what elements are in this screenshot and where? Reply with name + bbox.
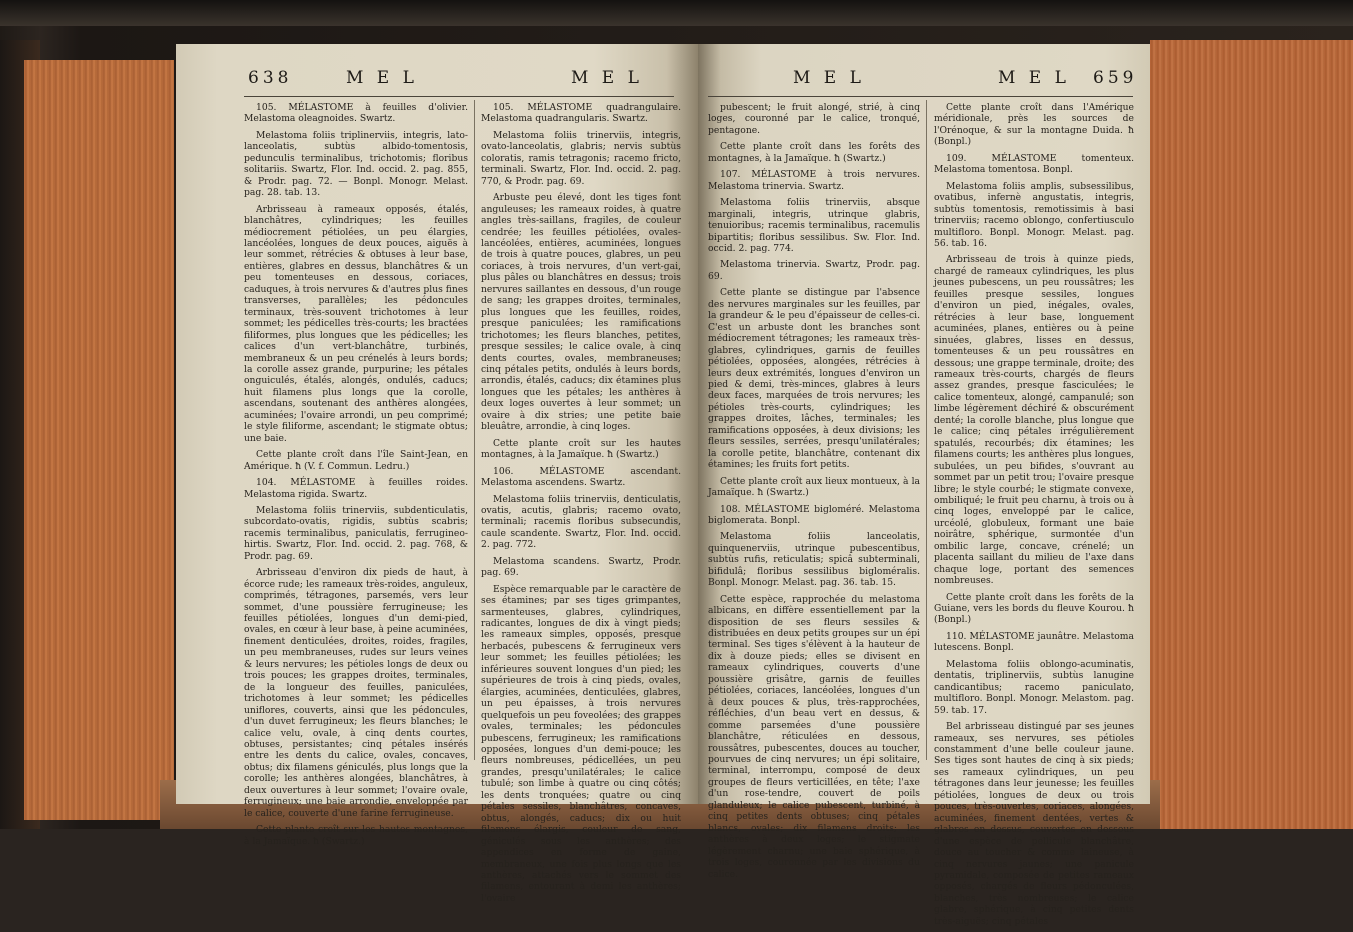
page-number: 659	[1093, 68, 1138, 88]
paragraph: Melastoma foliis triplinerviis, integris, lato-lanceolatis, subtùs albido-tomentosis, pedunculis terminalibus, trichotomis; floribus solitariis. Swartz, Flor. Ind. occid. 2. pag. 855, & Prodr. pag. 72. — Bonpl. Monogr. Melast. pag. 28. tab. 13.	[244, 129, 468, 199]
paragraph: Melastoma foliis lanceolatis, quinquenerviis, utrinque pubescentibus, subtùs rufis, reticulatis; spicâ subterminali, bifidulâ; floribus sessilibus bigloméralis. Bonpl. Monogr. Melast. pag. 36. tab. 15.	[708, 531, 920, 589]
paragraph: 105. MÉLASTOME à feuilles d'olivier. Melastoma oleagnoides. Swartz.	[244, 102, 468, 125]
paragraph: Arbrisseau de trois à quinze pieds, chargé de rameaux cylindriques, les plus jeunes pubescens, un peu roussâtres; les feuilles presque sessiles, longues d'environ un pied, inégales, ovales, rétrécies à leur base, longuement acuminées, planes, entières ou à peine sinuées, glabres, lisses en dessus, tomenteuses & un peu roussâtres en dessous; une grappe terminale, droite; des rameaux très-courts, chargés de fleurs assez grandes, presque fasciculées; le calice tomenteux, alongé, campanulé; son limbe légèrement déchiré & obscurément denté; la corolle blanche, plus longue que le calice; cinq pétales irrégulièrement spatulés, recourbés; dix étamines; les filamens courts; les anthères plus longues, subulées, un peu bifides, s'ouvrant au sommet par un petit trou; l'ovaire presque libre; le style courbé; le stigmate convexe, ombiliqué; le fruit peu charnu, à trois ou à cinq loges, enveloppé par le calice, urcéolé, globuleux, formant une baie noirâtre, sphérique, surmontée d'un ombilic large, concave, crénelé; un placenta saillant du milieu de l'axe dans chaque loge, portant des semences nombreuses.	[934, 254, 1134, 587]
paragraph: Cette plante croît sur les hautes montagnes, à la Jamaïque. ħ (Swartz.)	[481, 437, 681, 461]
paragraph: Arbrisseau à rameaux opposés, étalés, blanchâtres, cylindriques; les feuilles médiocrement pétiolées, un peu élargies, lancéolées, longues de deux pouces, aiguës à leur sommet, rétrécies & obtuses à leur base, entières, glabres en dessus, blanchâtres & un peu tomenteuses en dessous, coriaces, caduques, à trois nervures & d'autres plus fines transverses, parallèles; les pédoncules terminaux, très-souvent trichotomes à leur sommet; les pédicelles très-courts; les bractées filiformes, plus longues que les pédicelles; les calices d'un vert-blanchâtre, turbinés, membraneux & un peu crénelés à leurs bords; la corolle assez grande, purpurine; les pétales onguiculés, étalés, alongés, ondulés, caducs; huit filamens plus longs que la corolle, ascendans, soutenant des anthères alongées, acuminées; l'ovaire arrondi, un peu comprimé; le style filiforme, ascendant; le stigmate obtus; une baie.	[244, 203, 468, 444]
running-head: M E L	[346, 68, 418, 88]
paragraph: Cette plante croît dans les forêts de la Guiane, vers les bords du fleuve Kourou. ħ (Bonpl.)	[934, 591, 1134, 626]
running-head: M E L	[793, 68, 865, 88]
paragraph: 104. MÉLASTOME à feuilles roides. Melastoma rigida. Swartz.	[244, 477, 468, 500]
paragraph: Cette espèce, rapprochée du melastoma albicans, en diffère essentiellement par la disposition de ses fleurs sessiles & distribuées en deux petits groupes sur un épi terminal. Ses tiges s'élèvent à la hauteur de dix à douze pieds; elles se divisent en rameaux cylindriques, couverts d'une poussière grisâtre, garnis de feuilles pétiolées, coriaces, lancéolées, longues d'un à deux pouces & plus, très-rapprochées, réfléchies, d'un beau vert en dessus, & comme parsemées d'une poussière blanchâtre, réticulées en dessous, roussâtres, pubescentes, douces au toucher, pourvues de cinq nervures; un épi solitaire, terminal, interrompu, composé de deux groupes de fleurs verticillées, en tête; l'axe d'un rose-tendre, couvert de poils glanduleux; le calice pubescent, turbiné, à cinq petites dents obtuses; cinq pétales blancs, ovales; dix filamens droits; les anthères à deux loges; le stigmate légèrement charnu; une baie sphérique, à trois loges, couronnée par les divisions du calice.	[708, 593, 920, 880]
text-column-1	[244, 102, 468, 852]
paragraph: pubescent; le fruit alongé, strié, à cinq loges, couronné par le calice, tronqué, pentagone.	[708, 102, 920, 136]
header-rule	[708, 96, 1133, 97]
text-column-2	[934, 102, 1134, 932]
paragraph: Cette plante croît dans les forêts des montagnes, à la Jamaïque. ħ (Swartz.)	[708, 141, 920, 164]
paragraph: 105. MÉLASTOME quadrangulaire. Melastoma quadrangularis. Swartz.	[481, 102, 681, 125]
paragraph: Bel arbrisseau distingué par ses jeunes rameaux, ses nervures, ses pétioles constamment d'une belle couleur jaune. Ses tiges sont hautes de cinq à six pieds; ses rameaux cylindriques, un peu tétragones dans leur jeunesse; les feuilles pétiolées, longues de deux ou trois pouces, très-ouvertes, coriaces, alongées, acuminées, finement dentées, vertes & glabres en dessus, couvertes en dessous d'une espèce de pellicule blanchâtre, douce au toucher & comme laineuse, à cinq nervures jaunes; une panicule pyramidale, composée de petites rameaux opposés, chargés de fleurs pédonculées, blanches, très nombreuses; le calice glabre, sphérique, à cinq petites dents très-aiguës; cinq pétales	[934, 721, 1134, 927]
paragraph: Cette plante se distingue par l'absence des nervures marginales sur les feuilles, par la grandeur & le peu d'épaisseur de celles-ci. C'est un arbuste dont les branches sont médiocrement tétragones; les rameaux très-glabres, cylindriques, garnis de feuilles pétiolées, opposées, alongées, rétrécies à leurs deux extrémités, longues d'environ un pied & demi, très-minces, glabres à leurs deux faces, marquées de trois nervures; les pétioles très-courts, cylindriques; les grappes droites, lâches, terminales; les ramifications opposées, à deux divisions; les fleurs sessiles, serrées, presqu'unilatérales; la corolle petite, blanchâtre, contenant dix étamines; les fruits fort petits.	[708, 287, 920, 471]
paragraph: Cette plante croît aux lieux montueux, à la Jamaïque. ħ (Swartz.)	[708, 475, 920, 499]
paragraph: Cette plante croît sur les hautes montagnes, à la Jamaïque. ħ (Swartz.)	[244, 824, 468, 847]
paragraph: Arbrisseau d'environ dix pieds de haut, à écorce rude; les rameaux très-roides, anguleux, comprimés, tétragones, parsemés, vers leur sommet, d'une poussière ferrugineuse; les feuilles pétiolées, longues d'un demi-pied, ovales, en cœur à leur base, à peine acuminées, finement denticulées, droites, roides, fragiles, un peu membraneuses, rudes sur leurs veines & leurs nervures; les pétioles longs de deux ou trois pouces; les grappes droites, terminales, de la longueur des feuilles, paniculées, trichotomes à leur sommet; les pédicelles uniflores, couverts, ainsi que les pédoncules, d'un duvet ferrugineux; les fleurs blanches; le calice velu, ovale, à cinq dents courtes, obtuses, persistantes; cinq pétales insérés entre les dents du calice, ovales, concaves, obtus; dix filamens géniculés, plus longs que la corolle; les anthères alongées, blanchâtres, à deux ouvertures à leur sommet; l'ovaire ovale, ferrugineux; une baie arrondie, enveloppée par le calice, couverte d'une farine ferrugineuse.	[244, 567, 468, 819]
right-page-edges	[1150, 40, 1353, 829]
running-head: M E L	[571, 68, 643, 88]
paragraph: Melastoma foliis trinerviis, absque marginali, integris, utrinque glabris, tenuioribus; racemis terminalibus, racemulis bipartitis; floribus sessilibus. Sw. Flor. Ind. occid. 2. pag. 774.	[708, 197, 920, 254]
paragraph: 110. MÉLASTOME jaunâtre. Melastoma lutescens. Bonpl.	[934, 630, 1134, 654]
paragraph: Melastoma foliis trinerviis, denticulatis, ovatis, acutis, glabris; racemo ovato, terminali; racemis floribus subsecundis, caule scandente. Swartz, Flor. Ind. occid. 2. pag. 772.	[481, 493, 681, 551]
scan-top-strip	[0, 0, 1353, 26]
paragraph: 107. MÉLASTOME à trois nervures. Melastoma trinervia. Swartz.	[708, 169, 920, 192]
paragraph: Melastoma scandens. Swartz, Prodr. pag. 69.	[481, 555, 681, 579]
left-page-edges	[24, 60, 174, 820]
paragraph: 109. MÉLASTOME tomenteux. Melastoma tomentosa. Bonpl.	[934, 152, 1134, 176]
paragraph: Cette plante croît dans l'île Saint-Jean, en Amérique. ħ (V. f. Commun. Ledru.)	[244, 449, 468, 472]
paragraph: 108. MÉLASTOME bigloméré. Melastoma biglomerata. Bonpl.	[708, 503, 920, 526]
right-page	[698, 44, 1150, 927]
paragraph: 106. MÉLASTOME ascendant. Melastoma ascendens. Swartz.	[481, 465, 681, 489]
paragraph: Melastoma foliis trinerviis, integris, ovato-lanceolatis, glabris; nervis subtùs coloratis, ramis tetragonis; racemo fricto, terminali. Swartz, Flor. Ind. occid. 2. pag. 770, & Prodr. pag. 69.	[481, 129, 681, 187]
column-divider	[474, 100, 475, 760]
text-column-1	[708, 102, 920, 885]
paragraph: Cette plante croît dans l'Amérique méridionale, près les sources de l'Orénoque, & sur la montagne Duida. ħ (Bonpl.)	[934, 102, 1134, 148]
left-page	[176, 44, 698, 904]
paragraph: Melastoma foliis oblongo-acuminatis, dentatis, triplinerviis, subtùs lanugine candicantibus; racemo paniculato, multifloro. Bonpl. Monogr. Melastom. pag. 59. tab. 17.	[934, 658, 1134, 716]
column-divider	[926, 100, 927, 760]
paragraph: Melastoma foliis amplis, subsessilibus, ovatibus, infernè angustatis, integris, subtùs tomentosis, remotissimis à basi trinerviis; racemo oblongo, confertiusculo multifloro. Bonpl. Monogr. Melast. pag. 56. tab. 16.	[934, 180, 1134, 249]
text-column-2	[481, 102, 681, 909]
running-head: M E L	[998, 68, 1070, 88]
paragraph: Arbuste peu élevé, dont les tiges font anguleuses; les rameaux roides, à quatre angles très-saillans, fragiles, de couleur cendrée; les feuilles pétiolées, ovales-lancéolées, entières, acuminées, longues de trois à quatre pouces, glabres, un peu coriaces, à trois nervures, d'un vert-gai, plus pâles ou blanchâtres en dessus; trois nervures saillantes en dessous, d'un rouge de sang; les grappes droites, terminales, plus longues que les feuilles, roides, presque paniculées; les ramifications trichotomes; les fleurs blanches, petites, presque sessiles; le calice ovale, à cinq dents courtes, ovales, membraneuses; cinq pétales petits, ondulés à leurs bords, arrondis, étalés, caducs; dix étamines plus longues que les pétales; les anthères à deux loges ouvertes à leur sommet; un ovaire à dix stries; une petite baie bleuâtre, arrondie, à cinq loges.	[481, 192, 681, 433]
header-rule	[244, 96, 674, 97]
paragraph: Melastoma trinervia. Swartz, Prodr. pag. 69.	[708, 259, 920, 282]
paragraph: Melastoma foliis trinerviis, subdenticulatis, subcordato-ovatis, rigidis, subtùs scabris; racemis terminalibus, paniculatis, ferrugineo-hirtis. Swartz, Flor. Ind. occid. 2. pag. 768, & Prodr. pag. 69.	[244, 504, 468, 562]
paragraph: Espèce remarquable par le caractère de ses étamines; par ses tiges grimpantes, sarmenteuses, glabres, cylindriques, radicantes, longues de dix à vingt pieds; les rameaux simples, opposés, presque herbacés, pubescens & ferrugineux vers leur sommet; les feuilles pétiolées; les inférieures souvent longues d'un pied; les supérieures de trois à cinq pieds, ovales, élargies, acuminées, denticulées, glabres, un peu épaisses, à trois nervures quelquefois un peu foveolées; des grappes ovales, terminales; les pédoncules pubescens, ferrugineux; les ramifications opposées, longues d'un demi-pouce; les fleurs nombreuses, pédicellées, un peu grandes, presqu'unilatérales; le calice tubulé; son limbe à quatre ou cinq côtés; les dents tronquées; quatre ou cinq pétales sessiles, blanchâtres, concaves, obtus, alongés, caducs; dix ou huit filamens élargis, couleur de sang, géniculés sous les anthères; des appendices en forme de gaine, membraneux, une fois plus longs que les anthères, attachés vers le sommet des filamens, entourant à demi les anthères; l'ovaire	[481, 583, 681, 904]
page-number: 638	[248, 68, 293, 88]
